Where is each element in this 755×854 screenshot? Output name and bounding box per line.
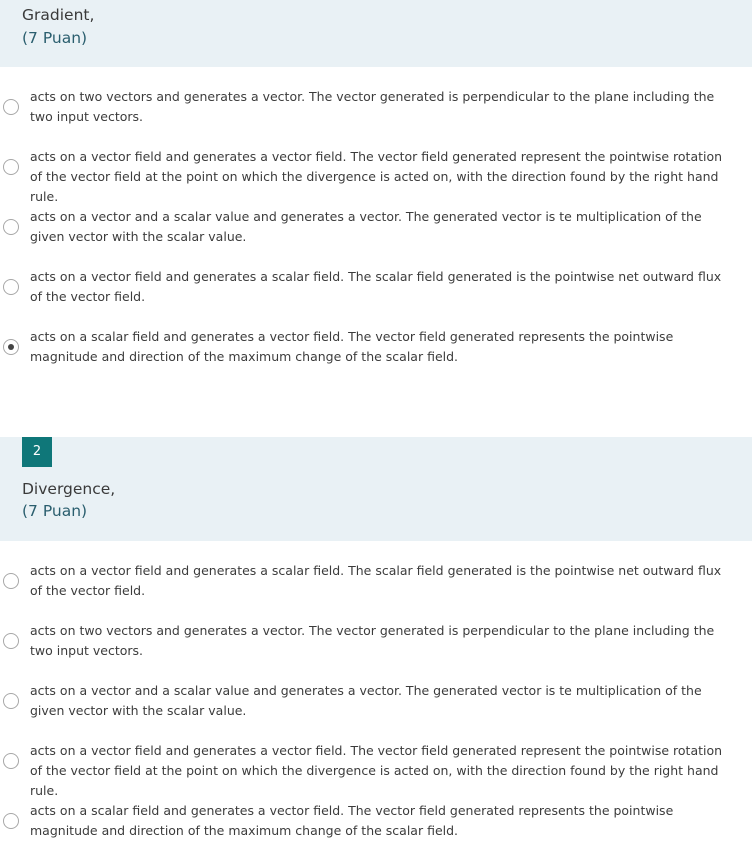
q1-option-1-radio[interactable] (3, 99, 19, 115)
q2-option-1-text: acts on a vector field and generates a scalar field. The scalar field generated is the pointwise net outward flux of the vector field. (30, 563, 722, 598)
question-1-header (0, 0, 752, 67)
q1-option-1-text: acts on two vectors and generates a vector. The vector generated is perpendicular to the plane including the two input vectors. (30, 89, 715, 124)
q1-option-4-radio[interactable] (3, 279, 19, 295)
question-1-points: (7 Puan) (22, 29, 88, 47)
question-2-points: (7 Puan) (22, 502, 88, 520)
q1-option-5-radio-selected[interactable] (3, 339, 19, 355)
q1-option-3-radio[interactable] (3, 219, 19, 235)
question-1-title: Gradient, (22, 6, 95, 24)
q1-option-2-text: acts on a vector field and generates a vector field. The vector field generated represent the pointwise rotation of the vector field at the point on which the divergence is acted on, with the direction found by the right hand rule. (30, 149, 723, 204)
q1-option-4-text: acts on a vector field and generates a scalar field. The scalar field generated is the pointwise net outward flux of the vector field. (30, 269, 722, 304)
q2-option-1-radio[interactable] (3, 573, 19, 589)
question-2-header (0, 437, 752, 541)
q2-option-3-radio[interactable] (3, 693, 19, 709)
q1-option-3-text: acts on a vector and a scalar value and generates a vector. The generated vector is te multiplication of the given vector with the scalar value. (30, 209, 702, 244)
q2-option-5-radio[interactable] (3, 813, 19, 829)
q1-option-5-text: acts on a scalar field and generates a vector field. The vector field generated represents the pointwise magnitude and direction of the maximum change of the scalar field. (30, 329, 674, 364)
q2-option-3-text: acts on a vector and a scalar value and generates a vector. The generated vector is te multiplication of the given vector with the scalar value. (30, 683, 702, 718)
q1-option-2-radio[interactable] (3, 159, 19, 175)
q2-option-2-radio[interactable] (3, 633, 19, 649)
q2-option-4-text: acts on a vector field and generates a vector field. The vector field generated represent the pointwise rotation of the vector field at the point on which the divergence is acted on, with the direction found by the right hand rule. (30, 743, 723, 798)
q2-option-4-radio[interactable] (3, 753, 19, 769)
q2-option-2-text: acts on two vectors and generates a vector. The vector generated is perpendicular to the plane including the two input vectors. (30, 623, 715, 658)
q2-option-5-text: acts on a scalar field and generates a vector field. The vector field generated represents the pointwise magnitude and direction of the maximum change of the scalar field. (30, 803, 674, 838)
question-2-title: Divergence, (22, 480, 116, 498)
question-2-number-badge: 2 (22, 437, 52, 467)
